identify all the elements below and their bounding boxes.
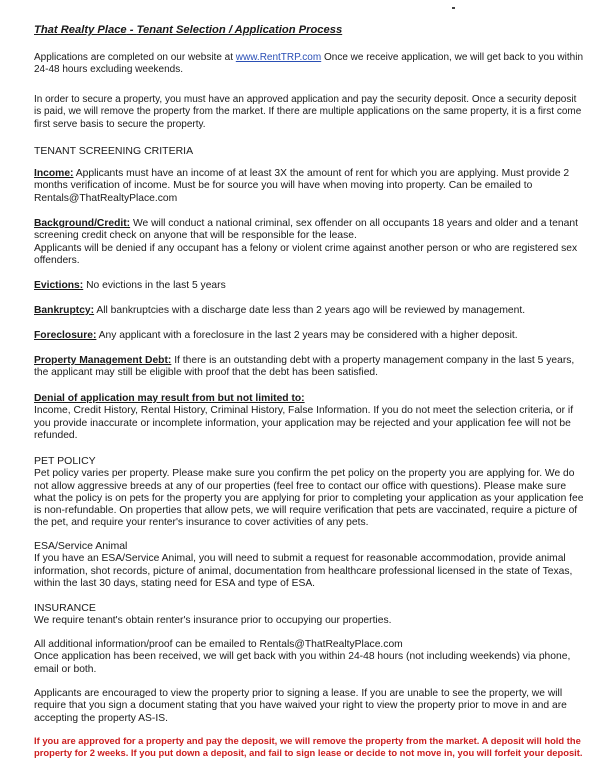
viewing-paragraph: Applicants are encouraged to view the property prior to signing a lease. If you are unable to see the property, we will require that you sign a document stating that you have waived your right to view the property prior to move in and are accepting the property AS-IS. — [34, 688, 567, 724]
pet-text: Pet policy varies per property. Please make sure you confirm the pet policy on the property you are applying for. We do not allow aggressive breeds at any of our properties (feel free to contact our office with questions). Please make sure what the policy is on pets for the property you are applying for prior to completing your application as your application fee is non-refundable. On properties that allow pets, we will require verification that pets are vaccinated, require a picture of the pet, and require your renter's insurance to cover activities of any pets. — [34, 468, 584, 529]
esa-section — [34, 540, 586, 590]
income-label: Income: — [34, 168, 74, 179]
criteria-heading: TENANT SCREENING CRITERIA — [34, 145, 194, 157]
evictions-label: Evictions: — [34, 280, 84, 291]
pm-debt-label: Property Management Debt: — [34, 355, 172, 366]
foreclosure-criteria — [34, 330, 586, 342]
title-separator: - — [126, 24, 137, 36]
intro-text-after: Once we receive application, we will get back to you within 24-48 hours excluding weekends. — [34, 52, 583, 76]
deposit-warning: If you are approved for a property and pay the deposit, we will remove the property from the market. A deposit will hold the property for 2 weeks. If you put down a deposit, and fail to sign lease or decide to not move in, you will forfeit your deposit. — [34, 735, 583, 758]
foreclosure-label: Foreclosure: — [34, 330, 97, 341]
evictions-criteria — [34, 280, 586, 292]
background-text: We will conduct a national criminal, sex offender on all occupants 18 years and older and a tenant screening credit check on anyone that will be responsible for the lease. — [34, 218, 578, 242]
additional-info-section — [34, 639, 586, 676]
additional-line-1: All additional information/proof can be emailed to Rentals@ThatRealtyPlace.com — [34, 639, 403, 650]
brand-name: That Realty Place — [34, 24, 127, 36]
bankruptcy-criteria — [34, 305, 586, 317]
bankruptcy-text: All bankruptcies with a discharge date less than 2 years ago will be reviewed by management. — [94, 305, 526, 316]
website-link[interactable]: www.RentTRP.com — [235, 52, 322, 63]
page-title — [34, 24, 586, 36]
esa-text: If you have an ESA/Service Animal, you will need to submit a request for reasonable accommodation, provide animal information, shot records, picture of animal, documentation from healthcare professional licensed in the state of Texas, within the last 30 days, stating need for ESA and type of ESA. — [34, 553, 573, 589]
title-subtitle: Tenant Selection / Application Process — [136, 24, 343, 36]
foreclosure-text: Any applicant with a foreclosure in the last 2 years may be considered with a higher deposit. — [96, 330, 518, 341]
denial-text: Income, Credit History, Rental History, Criminal History, False Information. If you do not meet the selection criteria, or if you provide inaccurate or incomplete information, your application may be rejected and your application fee will not be refunded. — [34, 405, 574, 441]
intro-paragraph-2: In order to secure a property, you must have an approved application and pay the security deposit. Once a security deposit is paid, we will remove the property from the market. If there are multiple applications on the same property, it is a first come first serve basis to secure the property. — [34, 94, 582, 130]
income-criteria — [34, 168, 586, 205]
denial-label: Denial of application may result from but not limited to: — [34, 393, 305, 404]
background-criteria — [34, 218, 586, 267]
insurance-heading: INSURANCE — [34, 602, 96, 614]
intro-text: Applications are completed on our website at — [34, 52, 236, 63]
esa-heading: ESA/Service Animal — [34, 540, 128, 552]
pet-heading: PET POLICY — [34, 455, 96, 467]
bankruptcy-label: Bankruptcy: — [34, 305, 95, 316]
intro-paragraph-1 — [34, 52, 586, 77]
evictions-text: No evictions in the last 5 years — [83, 280, 226, 291]
pet-policy-section — [34, 455, 586, 530]
denial-criteria — [34, 393, 586, 442]
income-text: Applicants must have an income of at least 3X the amount of rent for which you are applying. Must provide 2 months verification of income. Must be for source you will have when moving into property. Can be emailed to Rentals@ThatRealtyPlace.com — [34, 168, 570, 204]
insurance-section — [34, 602, 586, 628]
scan-speck — [452, 7, 455, 9]
additional-line-2: Once application has been received, we will get back with you within 24-48 hours (not including weekends) via phone, email or both. — [34, 651, 571, 675]
background-label: Background/Credit: — [34, 218, 131, 229]
pm-debt-criteria — [34, 355, 586, 380]
insurance-text: We require tenant's obtain renter's insurance prior to occupying our properties. — [34, 615, 392, 627]
pm-debt-text: If there is an outstanding debt with a property management company in the last 5 years, the applicant may still be eligible with proof that the debt has been satisfied. — [34, 355, 575, 379]
background-text-2: Applicants will be denied if any occupant has a felony or violent crime against another person or who are registered sex offenders. — [34, 242, 578, 266]
